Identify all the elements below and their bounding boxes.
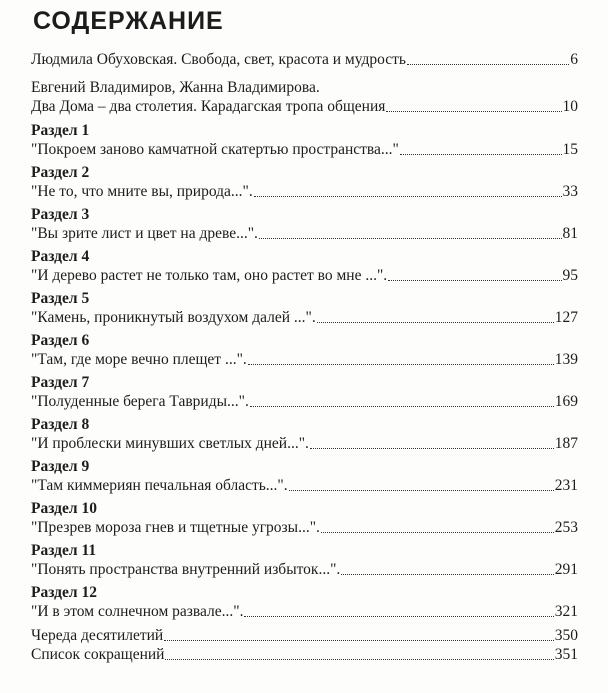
section-label: Раздел 8 bbox=[31, 416, 90, 433]
section-label: Раздел 1 bbox=[31, 122, 90, 139]
section-label: Раздел 10 bbox=[31, 500, 97, 517]
section-title: "И в этом солнечном развале...". bbox=[31, 603, 244, 620]
toc-line bbox=[31, 308, 578, 327]
page-number: 253 bbox=[554, 519, 578, 536]
section-title: "Полуденные берега Тавриды...". bbox=[31, 393, 249, 410]
section-title: "Там, где море вечно плещет ...". bbox=[31, 351, 247, 368]
section-entry bbox=[31, 122, 578, 159]
section-entry bbox=[31, 584, 578, 621]
dot-leader bbox=[400, 154, 562, 155]
section-label: Раздел 4 bbox=[31, 248, 90, 265]
section-title: "Презрев мороза гнев и тщетные угрозы...". bbox=[31, 519, 320, 536]
toc-line bbox=[31, 350, 578, 369]
page-number: 81 bbox=[562, 225, 578, 242]
page-number: 127 bbox=[554, 309, 578, 326]
dot-leader bbox=[248, 364, 554, 365]
section-entry bbox=[31, 248, 578, 285]
section-entry bbox=[31, 542, 578, 579]
dot-leader bbox=[164, 640, 554, 641]
page-number: 15 bbox=[562, 141, 578, 158]
section-label: Раздел 12 bbox=[31, 584, 97, 601]
toc-list bbox=[31, 50, 578, 664]
toc-line bbox=[31, 560, 578, 579]
section-title: "Вы зрите лист и цвет на древе...". bbox=[31, 225, 258, 242]
dot-leader bbox=[244, 616, 553, 617]
toc-line bbox=[31, 626, 578, 645]
section-entry bbox=[31, 164, 578, 201]
toc-line bbox=[31, 224, 578, 243]
dot-leader bbox=[386, 111, 561, 112]
section-title: "Покроем заново камчатной скатертью пространства..." bbox=[31, 141, 399, 158]
dot-leader bbox=[407, 64, 569, 65]
section-title: "Не то, что мните вы, природа...". bbox=[31, 183, 253, 200]
intro-entry bbox=[31, 78, 578, 116]
page-number: 321 bbox=[554, 603, 578, 620]
page-number: 6 bbox=[570, 51, 578, 68]
section-title: "И проблески минувших светлых дней...". bbox=[31, 435, 309, 452]
dot-leader bbox=[317, 322, 554, 323]
page-number: 351 bbox=[554, 646, 578, 663]
entry-text: Список сокращений bbox=[31, 646, 165, 663]
dot-leader bbox=[341, 574, 553, 575]
page-number: 350 bbox=[554, 627, 578, 644]
intro-entry bbox=[31, 50, 578, 69]
section-label: Раздел 2 bbox=[31, 164, 90, 181]
section-label: Раздел 11 bbox=[31, 542, 97, 559]
dot-leader bbox=[388, 280, 561, 281]
toc-line bbox=[31, 392, 578, 411]
section-entry bbox=[31, 206, 578, 243]
toc-line bbox=[31, 266, 578, 285]
outro-entry bbox=[31, 645, 578, 664]
dot-leader bbox=[254, 196, 562, 197]
page-number: 10 bbox=[562, 98, 578, 115]
dot-leader bbox=[310, 448, 554, 449]
section-entry bbox=[31, 374, 578, 411]
toc-line bbox=[31, 50, 578, 69]
page-number: 231 bbox=[554, 477, 578, 494]
section-title: "И дерево растет не только там, оно растет во мне ...". bbox=[31, 267, 388, 284]
entry-text: Людмила Обуховская. Свобода, свет, красота и мудрость bbox=[31, 51, 406, 68]
sections-list bbox=[31, 122, 578, 621]
entry-text: Череда десятилетий bbox=[31, 627, 164, 644]
page-number: 187 bbox=[554, 435, 578, 452]
outro-entry bbox=[31, 626, 578, 645]
toc-line bbox=[31, 140, 578, 159]
entry-text: Два Дома – два столетия. Карадагская тропа общения bbox=[31, 98, 386, 115]
page-number: 169 bbox=[554, 393, 578, 410]
dot-leader bbox=[321, 532, 554, 533]
dot-leader bbox=[165, 659, 553, 660]
toc-title: СОДЕРЖАНИЕ bbox=[33, 7, 224, 35]
entry-authors: Евгений Владимиров, Жанна Владимирова. bbox=[31, 79, 320, 96]
page-number: 33 bbox=[562, 183, 578, 200]
section-entry bbox=[31, 332, 578, 369]
toc-line bbox=[31, 182, 578, 201]
page-number: 139 bbox=[554, 351, 578, 368]
dot-leader bbox=[289, 490, 554, 491]
section-entry bbox=[31, 416, 578, 453]
toc-line bbox=[31, 434, 578, 453]
toc-line bbox=[31, 97, 578, 116]
toc-line bbox=[31, 645, 578, 664]
dot-leader bbox=[259, 238, 562, 239]
section-title: "Понять пространства внутренний избыток...". bbox=[31, 561, 341, 578]
section-title: "Там киммериян печальная область...". bbox=[31, 477, 288, 494]
toc-line bbox=[31, 476, 578, 495]
page-number: 291 bbox=[554, 561, 578, 578]
toc-line bbox=[31, 602, 578, 621]
section-title: "Камень, проникнутый воздухом далей ...". bbox=[31, 309, 316, 326]
section-entry bbox=[31, 290, 578, 327]
toc-line bbox=[31, 518, 578, 537]
section-entry bbox=[31, 500, 578, 537]
section-label: Раздел 5 bbox=[31, 290, 90, 307]
section-label: Раздел 7 bbox=[31, 374, 90, 391]
dot-leader bbox=[250, 406, 554, 407]
section-label: Раздел 3 bbox=[31, 206, 90, 223]
section-label: Раздел 6 bbox=[31, 332, 90, 349]
section-entry bbox=[31, 458, 578, 495]
section-label: Раздел 9 bbox=[31, 458, 90, 475]
page-number: 95 bbox=[562, 267, 578, 284]
